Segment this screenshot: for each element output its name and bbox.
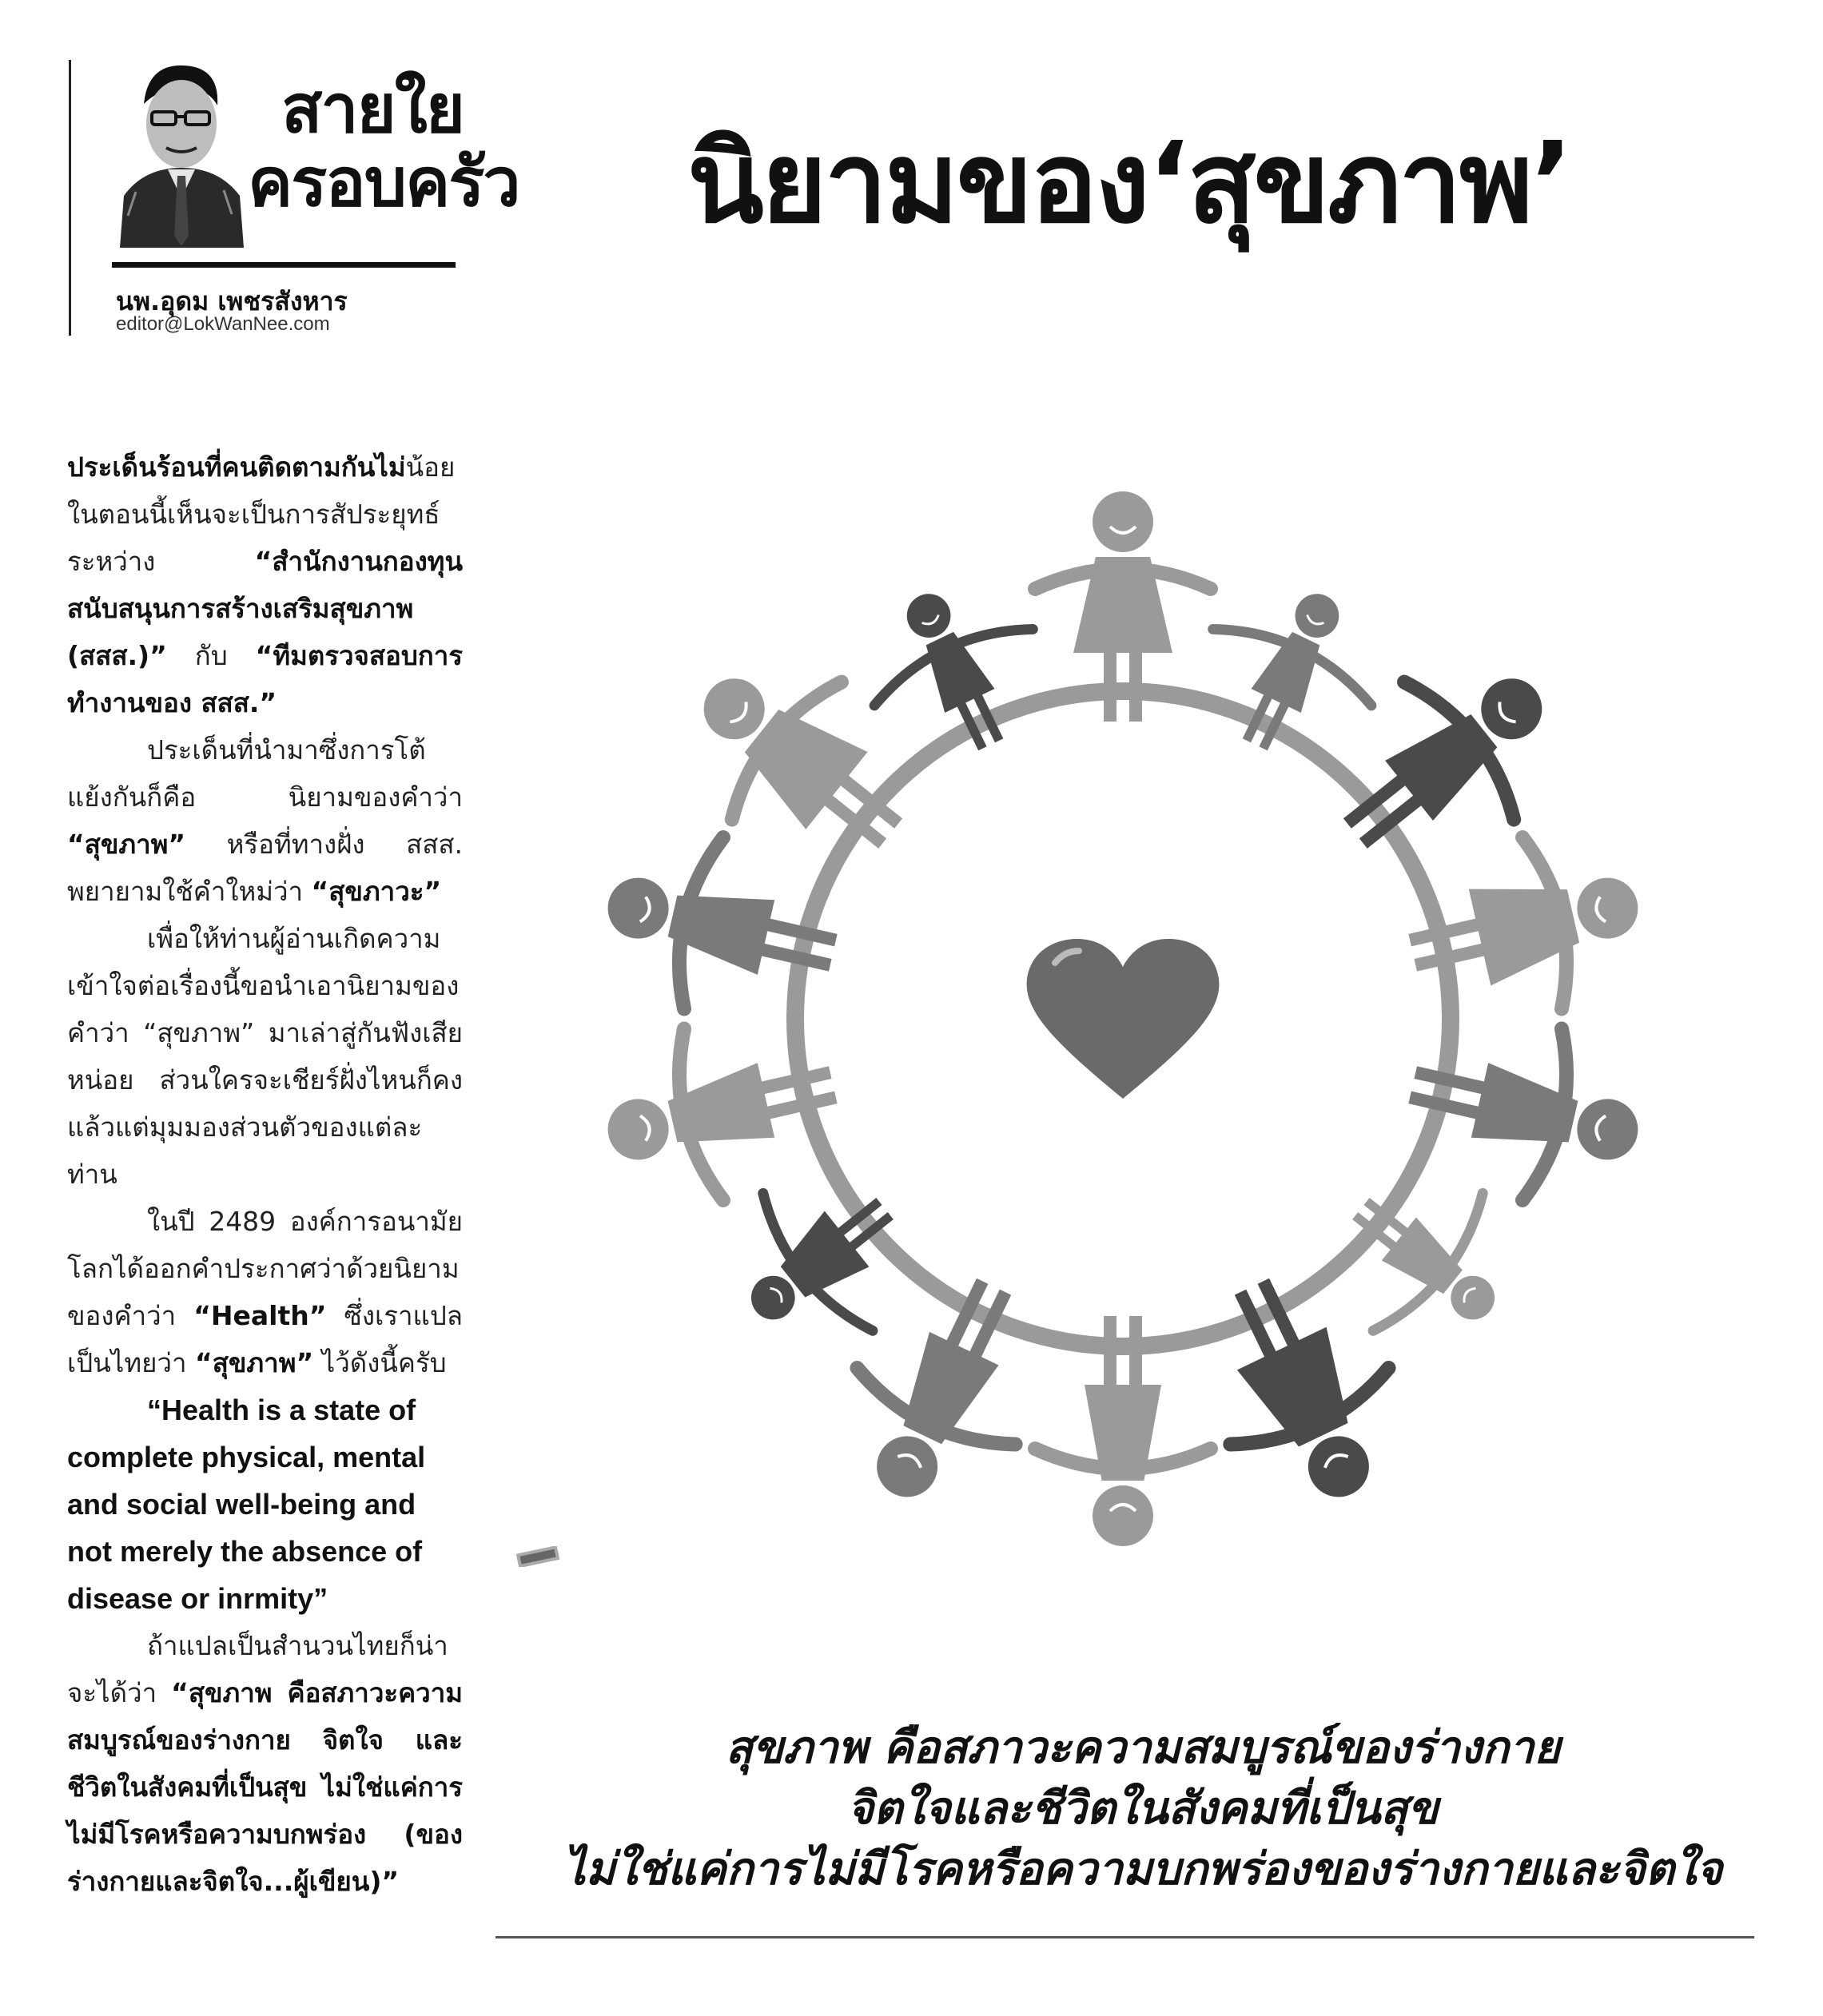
text: ในปี 2489 องค์การอนามัยโลกได้ออกคำประกาศว่าด้วยนิยามของคำว่า bbox=[67, 1206, 463, 1331]
text: ประเด็นที่นำมาซึ่งการโต้แย้งกันก็คือ นิยามของคำว่า bbox=[67, 734, 463, 813]
bold-text: “สุขภาพ” bbox=[195, 1347, 314, 1378]
column-title-line2: ครอบครัว bbox=[248, 143, 519, 221]
paragraph: เพื่อให้ท่านผู้อ่านเกิดความเข้าใจต่อเรื่องนี้ขอนำเอานิยามของคำว่า “สุขภาพ” มาเล่าสู่กันฟังเสียหน่อย ส่วนใครจะเชียร์ฝั่งไหนก็คงแล้วแต่มุมมองส่วนตัวของแต่ละท่าน bbox=[67, 923, 463, 1190]
text: ซึ่งเราแปลเป็นไทยว่า bbox=[67, 1300, 463, 1378]
headline: นิยามของ‘สุขภาพ’ bbox=[687, 118, 1571, 249]
bold-text: “สำนักงานกองทุนสนับสนุนการสร้างเสริมสุขภาพ (สสส.)” bbox=[67, 546, 463, 671]
who-definition-quote: “Health is a state of complete physical, mental and social well-being and not merely the absence of disease or inrmity” bbox=[67, 1394, 426, 1615]
bottom-rule bbox=[496, 1936, 1754, 1938]
paragraph bbox=[67, 726, 463, 915]
column-header bbox=[104, 56, 519, 344]
text: ถ้าแปลเป็นสำนวนไทยก็น่าจะได้ว่า bbox=[67, 1630, 448, 1708]
paragraph bbox=[67, 443, 463, 726]
column-title-line1: สายใย bbox=[281, 70, 464, 148]
caption-line: จิตใจและชีวิตในสังคมที่เป็นสุข bbox=[847, 1783, 1439, 1835]
person-figure-icon bbox=[655, 621, 945, 902]
paragraph bbox=[67, 1622, 463, 1905]
text: ไว้ดังนี้ครับ bbox=[313, 1347, 447, 1378]
bold-text: “สุขภาวะ” bbox=[311, 876, 442, 907]
author-name: นพ.อุดม เพชรสังหาร bbox=[116, 286, 348, 316]
article-body bbox=[67, 443, 463, 1905]
people-circle-illustration bbox=[496, 459, 1750, 1614]
column-title bbox=[248, 70, 519, 221]
bold-text: “ทีมตรวจสอบการทำงานของ สสส.” bbox=[67, 640, 463, 718]
text: กับ bbox=[166, 640, 256, 671]
person-figure-icon bbox=[1300, 621, 1590, 902]
header-rule bbox=[112, 262, 456, 268]
bold-text: “สุขภาพ” bbox=[67, 829, 186, 860]
bold-text: “สุขภาพ คือสภาวะความสมบูรณ์ของร่างกาย จิตใจ และชีวิตในสังคมที่เป็นสุข ไม่ใช่แค่การไม่มีโรคหรือความบกพร่อง (ของร่างกายและจิตใจ...ผู้เขียน)” bbox=[67, 1677, 463, 1897]
author-portrait bbox=[112, 56, 248, 248]
bold-text: “Health” bbox=[193, 1300, 327, 1331]
caption-line: สุขภาพ คือสภาวะความสมบูรณ์ของร่างกาย bbox=[725, 1722, 1561, 1774]
caption-line: ไม่ใช่แค่การไม่มีโรคหรือความบกพร่องของร่างกายและจิตใจ bbox=[563, 1843, 1723, 1895]
column-divider bbox=[69, 60, 71, 336]
text: หรือที่ทางฝั่ง สสส. พยายามใช้คำใหม่ว่า bbox=[67, 829, 463, 907]
caption bbox=[559, 1718, 1726, 1900]
text: น้อยในตอนนี้เห็นจะเป็นการสัประยุทธ์ระหว่าง bbox=[67, 451, 456, 577]
small-stamp-icon bbox=[515, 1546, 562, 1567]
paragraph bbox=[67, 1198, 463, 1386]
bold-text: ประเด็นร้อนที่คนติดตามกันไม่ bbox=[67, 451, 406, 483]
author-email: editor@LokWanNee.com bbox=[116, 313, 330, 335]
